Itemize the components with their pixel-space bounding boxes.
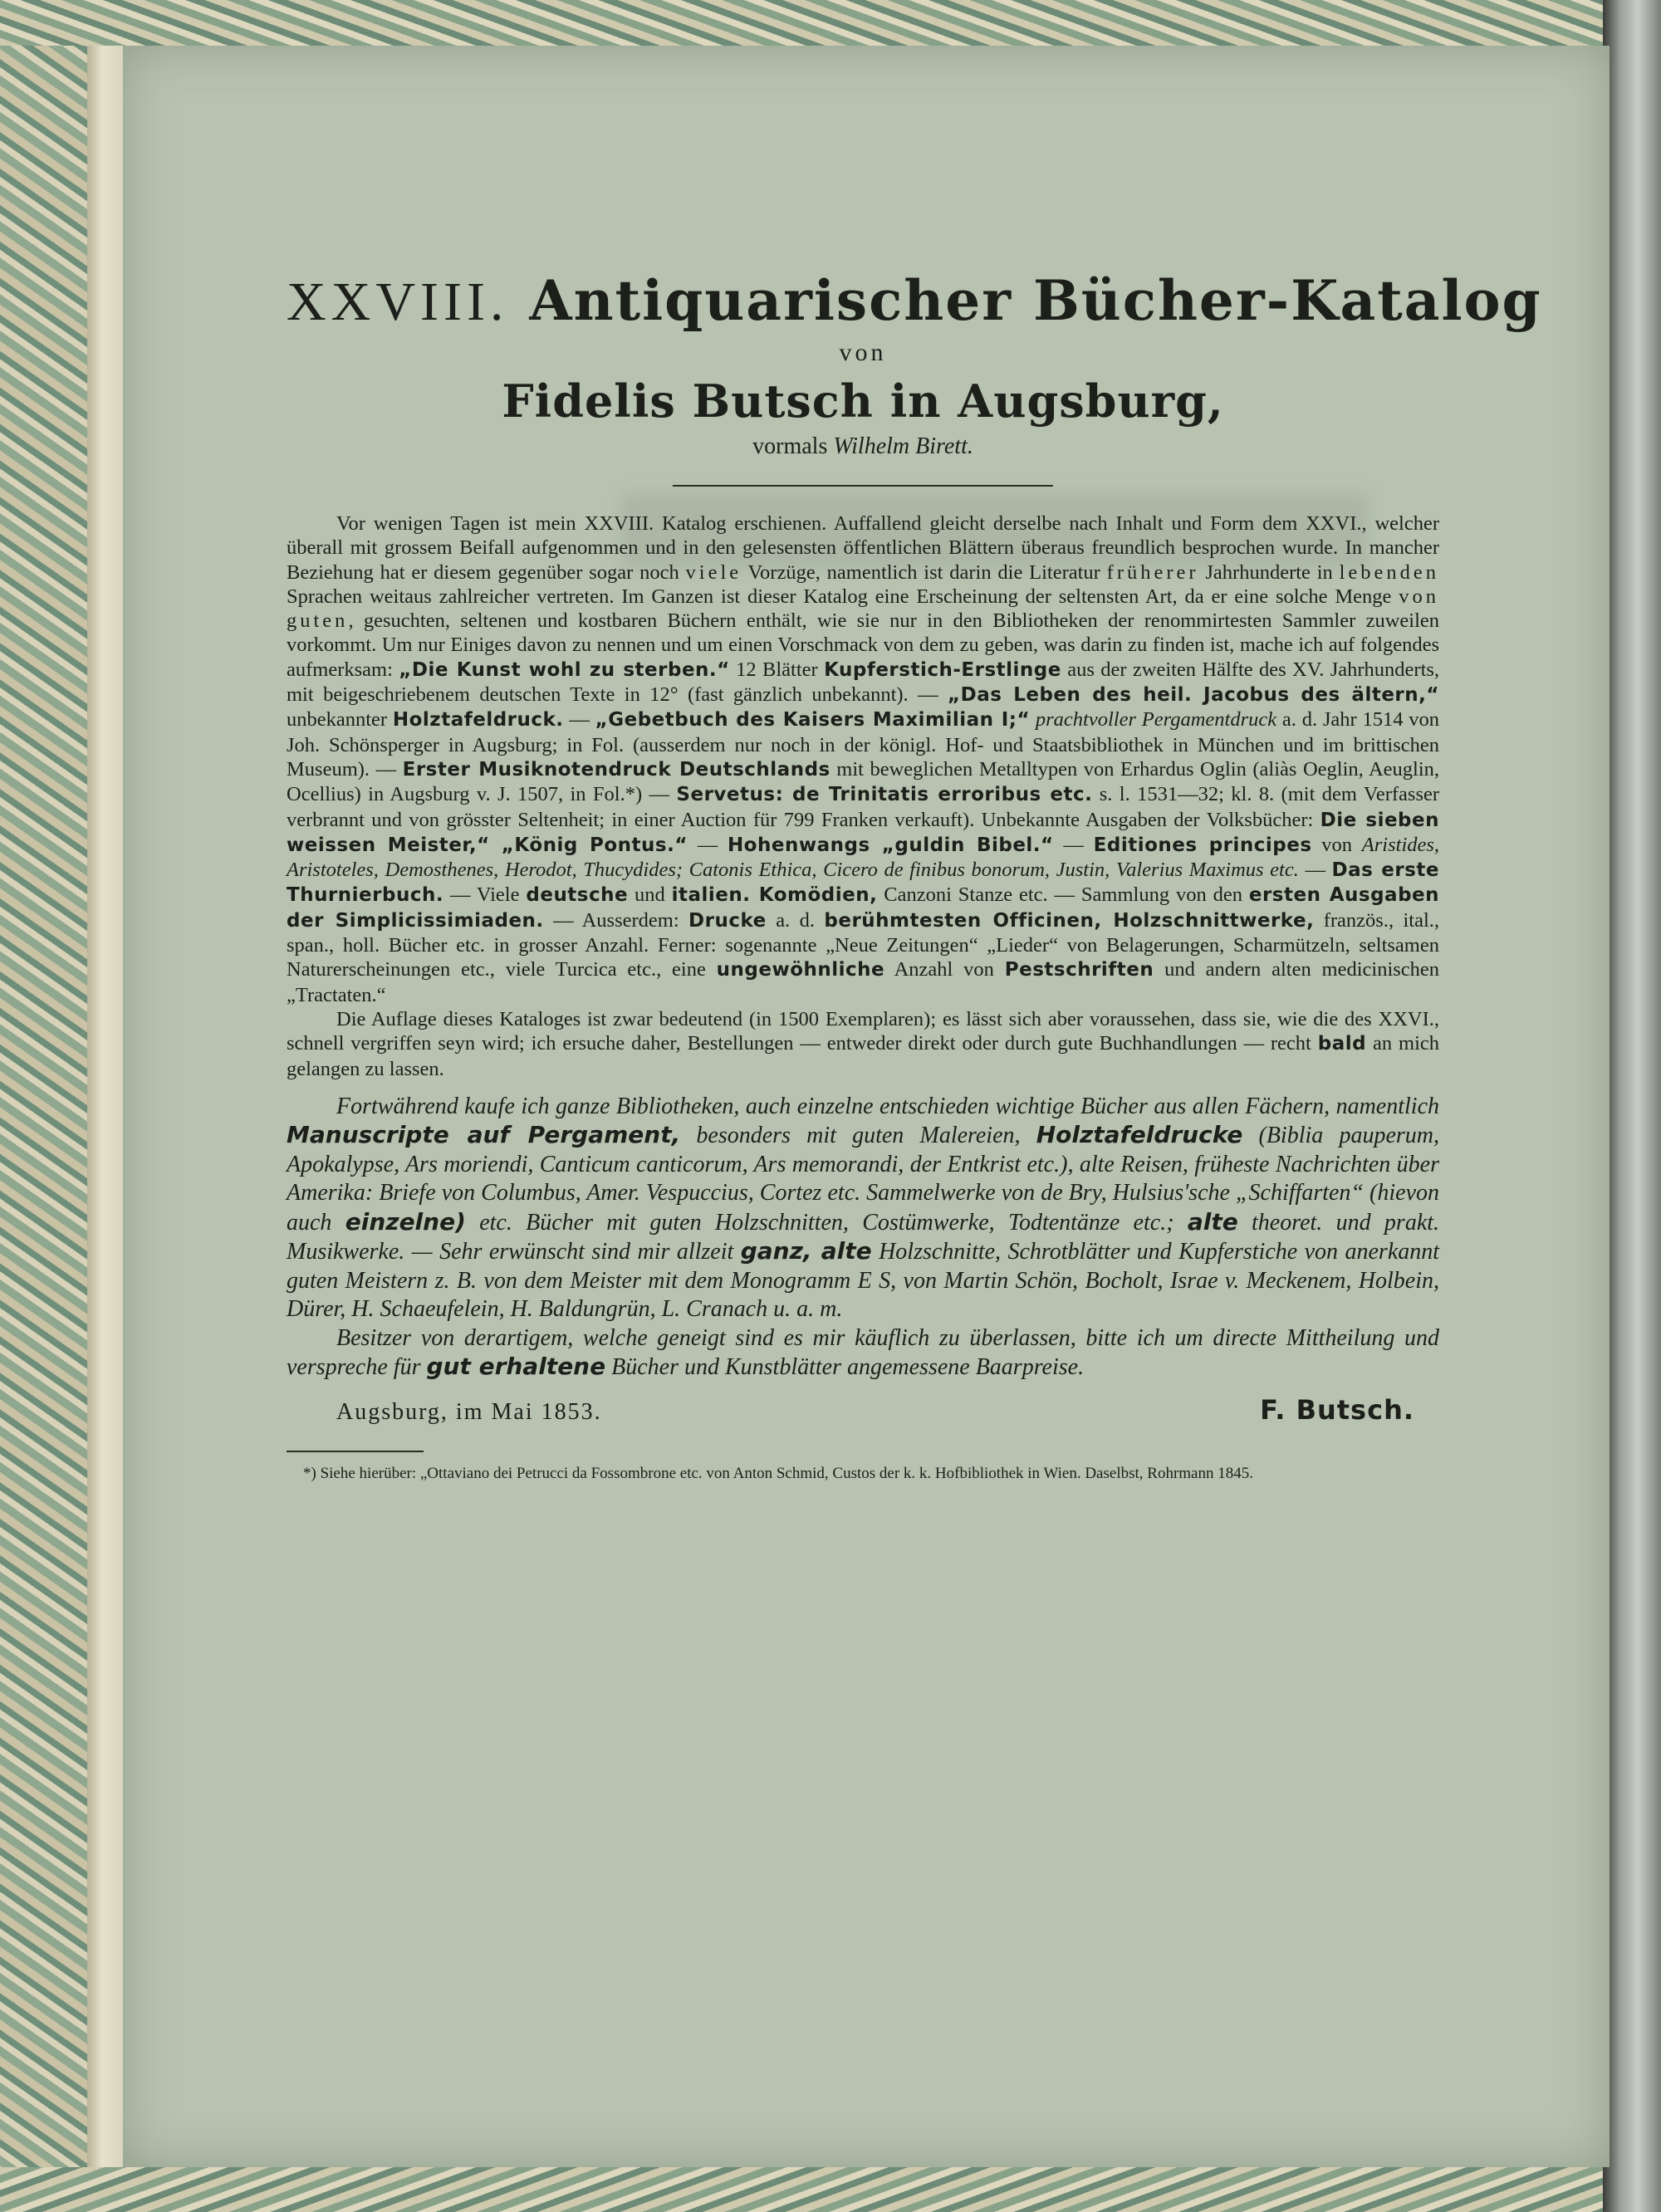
bold-italic-run: Manuscripte auf Pergament, [287,1121,681,1149]
marbled-cover-top [0,0,1661,46]
title-divider [673,485,1053,487]
highlight-title: Holztafeldruck. [392,709,564,732]
bold-italic-run: Holztafeldrucke [1036,1121,1243,1149]
highlight-title: Die sieben weissen Meister,“ „König Pontus.“ [287,809,1439,856]
italic-run: prachtvoller Pergamentdruck [1035,708,1277,732]
highlight-title: Editiones principes [1093,834,1312,856]
text-run: besonders mit guten Malereien, [696,1123,1021,1149]
highlight-title: italien. Komödien, [671,884,878,907]
vormals-line [287,433,1439,460]
paragraph-offer [287,1324,1439,1382]
highlight-title: Servetus: de Trinitatis erroribus etc. [676,784,1093,806]
text-run: Holzschnitte, Schrotblätter und Kupferstiche von anerkannt guten Meistern z. B. von dem Meister mit dem Monogramm E S, von Martin Schön, Bocholt, Israe v. Meckenem, Holbein, Dürer, H. Schaeufelein, H. Baldungrün, L. Cranach u. a. m. [287,1239,1440,1323]
text-run: Die Auflage dieses Kataloges ist zwar bedeutend (in 1500 Exemplaren); es lässt sich aber voraussehen, dass sie, wie die des XXVI., schnell vergriffen seyn wird; ich ersuche daher, Bestellungen — entweder direkt oder durch gute Buchhandlungen — recht [287,1007,1439,1055]
text-run: Vor wenigen Tagen ist mein XXVIII. Katalog erschienen. Auffallend gleicht derselbe nach Inhalt und Form dem XXVI., welcher überall mit grossem Beifall aufgenommen und in den gelesensten öffentlichen Blättern überaus freundlich besprochen wurde. In mancher Beziehung hat er diesem gegenüber sogar noch [287,512,1439,584]
spaced-run: von guten [287,585,1439,633]
place-date: Augsburg, im Mai 1853. [336,1398,602,1425]
text-run: Canzoni Stanze etc. — Sammlung von den [884,883,1242,907]
text-run: mit beweglichen Metalltypen von Erhardus Oglin (aliàs Oeglin, Aeuglin, Ocellius) in Augsburg v. J. 1507, in Fol.*) — [287,757,1440,806]
paragraph-edition [287,1007,1439,1081]
text-run: — Viele [449,883,520,907]
highlight-title: Das erste Thurnierbuch. [287,859,1440,907]
text-run: etc. Bücher mit guten Holzschnitten, Costümwerke, Todtentänze etc.; [479,1209,1174,1236]
text-run: Bücher und Kunstblätter angemessene Baarpreise. [611,1354,1085,1381]
text-run: , gesuchten, seltenen und kostbaren Büchern enthält, wie sie nur in den Bibliotheken der renommirtesten Sammler zuweilen vorkommt. Um nur Einiges davon zu nennen und um einen Vorschmack von dem zu geben, was darin zu finden ist, mache ich auf folgendes aufmerksam: [287,609,1439,681]
footnote-divider [287,1451,424,1452]
text-run: Besitzer von derartigem, welche geneigt sind es mir käuflich zu überlassen, bitte ich um directe Mittheilung und verspreche für [287,1324,1439,1381]
firm-name: Fidelis Butsch in Augsburg, [502,374,1224,428]
highlight-title: Pestschriften [1004,959,1154,981]
text-run: und [635,883,665,907]
text-run: — [1063,833,1084,856]
italic-run: Aristides, Aristoteles, Demosthenes, Herodot, Thucydides; Catonis Ethica, Cicero de finibus bonorum, Justin, Valerius Maximus etc. [287,833,1440,882]
closing-line [287,1394,1439,1426]
text-run: s. l. 1531—32; kl. 8. (mit dem Verfasser verbrannt und von grösster Seltenheit; in einer Auction für 799 Franken verkauft). Unbekannte Ausgaben der Volksbücher: [287,783,1440,831]
spaced-run: früherer [1106,560,1199,584]
spaced-run: lebenden [1339,560,1440,584]
marbled-cover-bottom [0,2167,1661,2212]
catalog-title [287,267,1542,335]
text-run: — Ausserdem: [553,908,679,932]
signature: F. Butsch. [1260,1393,1414,1426]
text-run: Anzahl von [894,958,994,981]
highlight-title: berühmtesten Officinen, Holzschnittwerke, [824,909,1315,932]
bold-italic-run: gut erhaltene [426,1353,606,1381]
title-text: Antiquarischer Bücher-Katalog [529,268,1542,333]
text-run: von [1321,833,1353,856]
highlight-title: Drucke [688,909,767,932]
text-run: Fortwährend kaufe ich ganze Bibliotheken, auch einzelne entschieden wichtige Bücher aus allen Fächern, namentlich [336,1093,1439,1119]
highlight-title: „Das Leben des heil. Jacobus des ältern,“ [948,684,1439,707]
highlight-title: „Gebetbuch des Kaisers Maximilian I;“ [595,709,1031,732]
highlight-title: ungewöhnliche [716,959,885,981]
text-run: an mich gelangen zu lassen. [287,1032,1439,1080]
text-run: und andern alten medicinischen „Tractaten.“ [287,958,1440,1006]
text-run: theoret. und prakt. Musikwerke. — Sehr erwünscht sind mir allzeit [287,1209,1440,1265]
bold-italic-run: alte [1187,1207,1238,1236]
page-edge [87,46,125,2167]
bold-italic-run: einzelne) [345,1207,466,1236]
footnote: *) Siehe hierüber: „Ottaviano dei Petrucci da Fossombrone etc. von Anton Schmid, Custos der k. k. Hofbibliothek in Wien. Daselbst, Rohrmann 1845. [303,1464,1253,1482]
text-run: — [1305,859,1325,882]
title-number: XXVIII. [287,272,509,332]
bold-italic-run: ganz, alte [740,1237,872,1265]
text-run: a. d. [776,908,815,932]
text-run: Sprachen weitaus zahlreicher vertreten. Im Ganzen ist dieser Katalog eine Erscheinung der seltensten Art, da er eine solche Menge [287,585,1392,608]
highlight-title: deutsche [526,884,629,907]
text-run: — [697,833,718,856]
text-run: aus der zweiten Hälfte des XV. Jahrhunderts, mit beigeschriebenem deutschen Texte in 12° (fast gänzlich unbekannt). — [287,658,1440,707]
text-run: (Biblia pauperum, Apokalypse, Ars moriendi, Canticum canticorum, Ars memorandi, der Entkrist etc.), alte Reisen, früheste Nachrichten über Amerika: Briefe von Columbus, Amer. Vespuccius, Cortez etc. Sammelwerke von de Bry, Hulsius'sche „Schiffarten“ (hievon auch [287,1123,1439,1236]
spaced-run: viele [685,560,742,584]
highlight-title: „Die Kunst wohl zu sterben.“ [399,658,730,681]
highlight-title: Hohenwangs „guldin Bibel.“ [727,834,1054,856]
highlight-title: Kupferstich-Erstlinge [824,658,1061,681]
text-run: 12 Blätter [736,658,818,681]
text-run: französ., ital., span., holl. Bücher etc. in grosser Anzahl. Ferner: sogenannte „Neue Zeitungen“ „Lieder“ von Belagerungen, Scharmützeln, seltsamen Naturerscheinungen etc., viele Turcica etc., eine [287,908,1440,981]
paragraph-purchase [287,1093,1439,1324]
text-run: a. d. Jahr 1514 von Joh. Schönsperger in Augsburg; in Fol. (ausserdem nur noch in der königl. Hof- und Staatsbibliothek in München und im brittischen Museum). — [287,708,1439,781]
highlight-title: bald [1317,1033,1367,1055]
page-content [287,267,1542,1845]
text-run: Jahrhunderte in [1205,560,1333,584]
paragraph-announcement [287,511,1439,1007]
vormals-name: Wilhelm Birett. [833,433,973,459]
text-run: unbekannter [287,708,388,732]
text-run: Vorzüge, namentlich ist darin die Literatur [747,560,1100,584]
von-line: von [839,339,887,366]
highlight-title: Erster Musiknotendruck Deutschlands [402,758,830,781]
book-right-edge [1603,0,1661,2212]
vormals-prefix: vormals [752,433,828,459]
highlight-title: ersten Ausgaben der Simplicissimiaden. [287,884,1440,932]
text-run: — [569,708,590,732]
